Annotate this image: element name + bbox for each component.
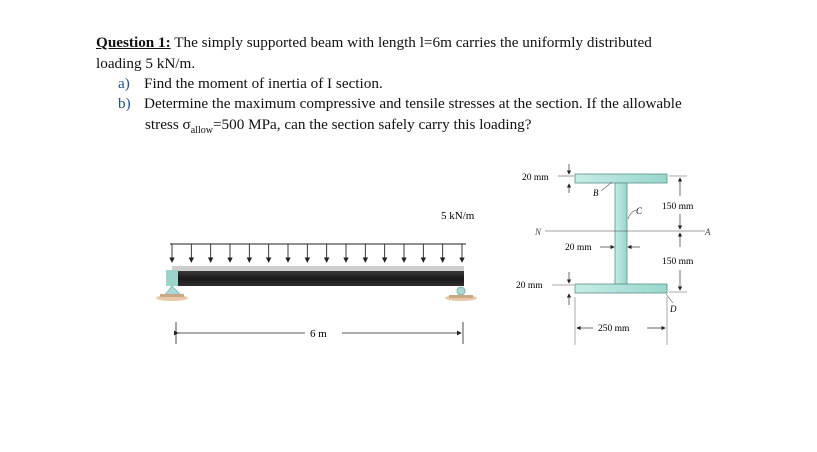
part-b-text: Determine the maximum compressive and tensile stresses at the section. If the allowable — [144, 95, 682, 112]
beam-top-face — [172, 266, 464, 271]
point-c-label: C — [636, 206, 643, 216]
i-section-diagram — [516, 164, 711, 345]
span-label: 6 m — [310, 328, 327, 340]
part-b-letter: b) — [118, 95, 131, 112]
load-arrows — [172, 244, 462, 262]
beam — [172, 271, 464, 286]
question-line-1-text: The simply supported beam with length l=6m carries the uniformly distributed — [170, 34, 652, 51]
bottom-flange — [575, 284, 667, 293]
web-thickness-label: 20 mm — [565, 243, 592, 253]
axis-label-a: A — [705, 227, 711, 237]
top-flange-thickness-label: 20 mm — [522, 173, 549, 183]
axis-label-n: N — [535, 227, 542, 237]
question-line-2: loading 5 kN/m. — [96, 54, 196, 72]
pin-support-left — [156, 286, 188, 301]
part-a-letter: a) — [118, 75, 130, 92]
flange-width-label: 250 mm — [598, 324, 630, 334]
stress-subscript: allow — [190, 125, 213, 137]
point-c-leader — [628, 210, 636, 219]
point-d-label: D — [670, 304, 677, 314]
roller-support-right — [445, 287, 477, 301]
stress-prefix: stress σ — [145, 116, 191, 133]
bottom-flange-thickness-label: 20 mm — [516, 281, 543, 291]
beam-end-left — [166, 270, 178, 286]
top-flange — [575, 174, 667, 183]
web — [615, 183, 627, 284]
beam-diagram — [156, 210, 477, 344]
lower-height-label: 150 mm — [662, 257, 694, 267]
part-a-text: Find the moment of inertia of I section. — [144, 75, 383, 92]
load-label: 5 kN/m — [441, 210, 475, 222]
point-b-label: B — [593, 188, 599, 198]
stress-rest: =500 MPa, can the section safely carry this loading? — [212, 116, 532, 133]
upper-height-label: 150 mm — [662, 202, 694, 212]
question-heading: Question 1: — [96, 34, 171, 51]
